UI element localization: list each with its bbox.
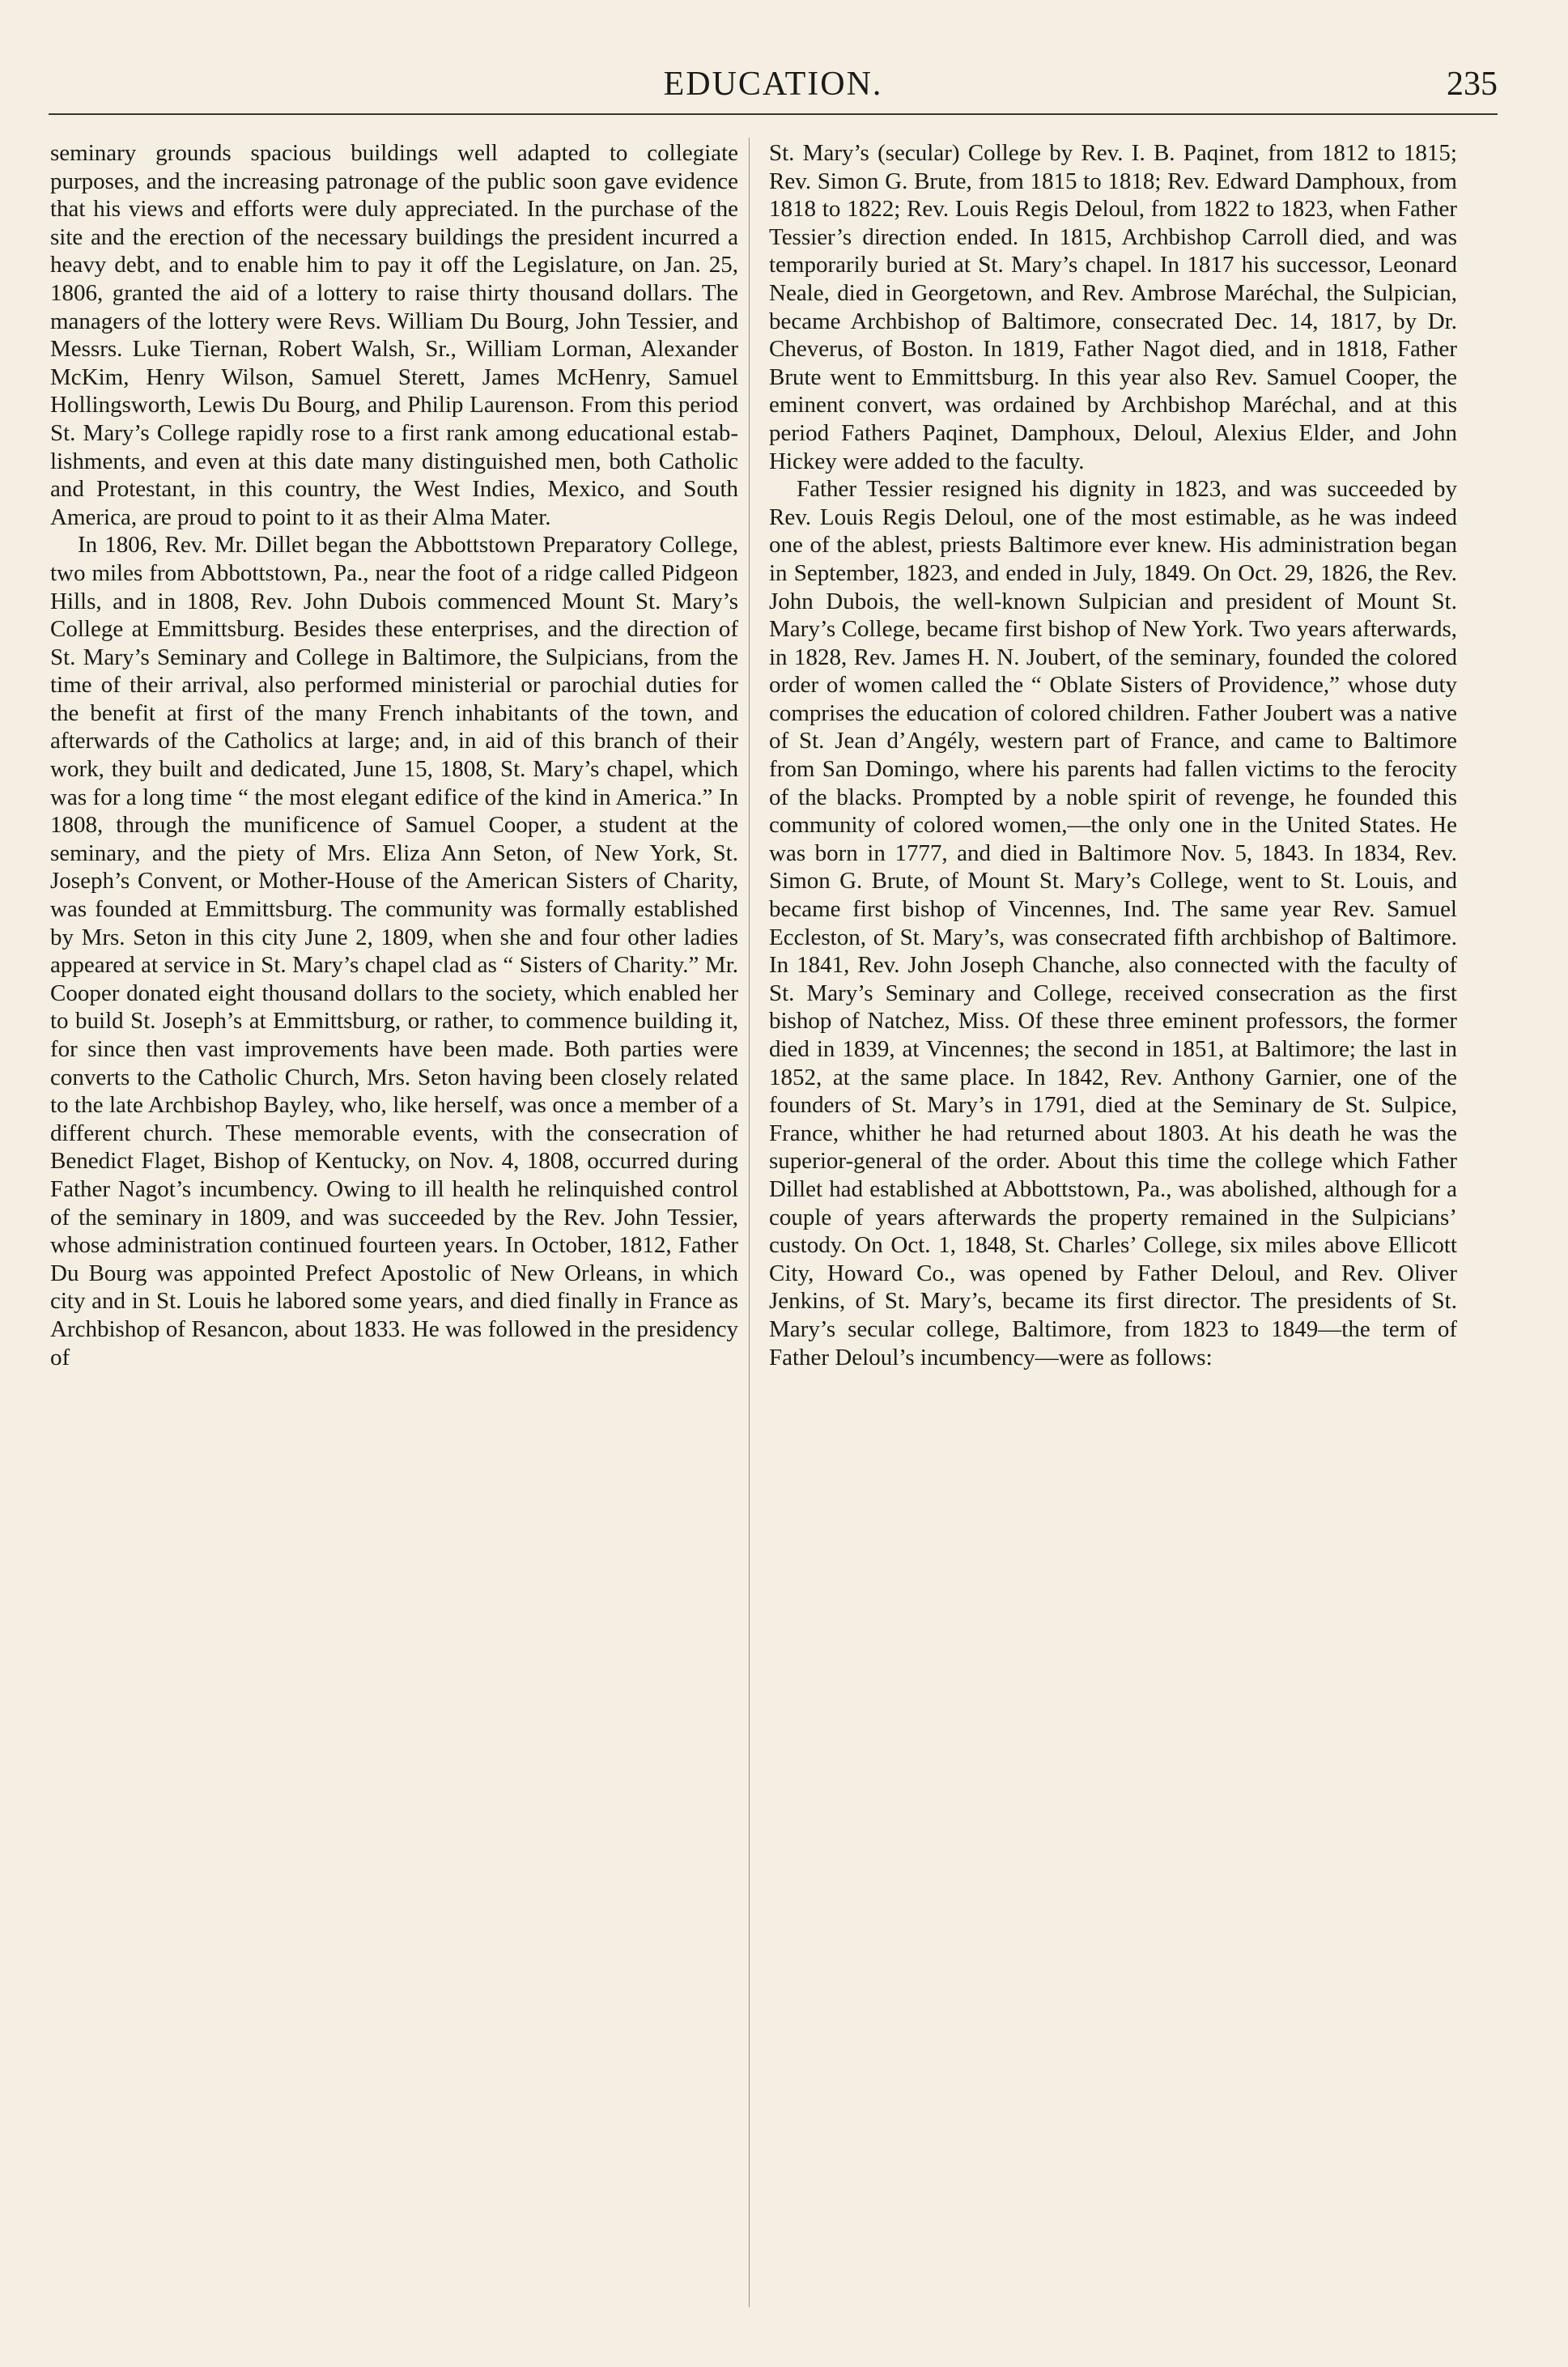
paragraph: Father Tessier resigned his dignity in 1823, and was succeeded by Rev. Louis Regis Deloul, one of the most estimable, as he was indeed one of the ablest, priests Baltimore ever knew. His administration began in September, 1823, and ended in July, 1849. On Oct. 29, 1826, the Rev. John Dubois, the well-known Sulpician and president of Mount St. Mary’s College, became first bishop of New York. Two years afterwards, in 1828, Rev. James H. N. Joubert, of the seminary, founded the colored order of women called the “ Oblate Sisters of Providence,” whose duty comprises the education of colored children. Father Joubert was a native of St. Jean d’Angély, western part of France, and came to Baltimore from San Domingo, where his parents had fallen victims to the ferocity of the blacks. Prompted by a noble spirit of revenge, he founded this community of colored women,—the only one in the United States. He was born in 1777, and died in Baltimore Nov. 5, 1843. In 1834, Rev. Simon G. Brute, of Mount St. Mary’s College, went to St. Louis, and became first bishop of Vincennes, Ind. The same year Rev. Samuel Eccleston, of St. Mary’s, was consecrated fifth archbishop of Baltimore. In 1841, Rev. John Joseph Chanche, also connected with the faculty of St. Mary’s Seminary and College, received consecration as the first bishop of Natchez, Miss. Of these three eminent professors, the former died in 1839, at Vincennes; the second in 1851, at Baltimore; the last in 1852, at the same place. In 1842, Rev. Anthony Garnier, one of the founders of St. Mary’s in 1791, died at the Seminary de St. Sulpice, France, whither he had returned about 1803. At his death he was the superior-general of the order. About this time the college which Father Dillet had established at Abbottstown, Pa., was abolished, although for a couple of years afterwards the property remained in the Sulpicians’ custody. On Oct. 1, 1848, St. Charles’ College, six miles above Ellicott City, Howard Co., was opened by Father Deloul, and Rev. Oliver Jenkins, of St. Mary’s, became its first director. The presidents of St. Mary’s secular college, Baltimore, from 1823 to 1849—the term of Father Deloul’s incumbency—were as follows: (769, 476, 1457, 1370)
paragraph: seminary grounds spacious buildings well adapted to collegiate purposes, and the increasing patronage of the public soon gave evidence that his views and efforts were duly appreciated. In the purchase of the site and the erection of the necessary buildings the president incurred a heavy debt, and to enable him to pay it off the Legislature, on Jan. 25, 1806, granted the aid of a lottery to raise thirty thousand dollars. The managers of the lottery were Revs. William Du Bourg, John Tessier, and Messrs. Luke Tiernan, Robert Walsh, Sr., William Lorman, Alexander McKim, Henry Wilson, Samuel Sterett, James McHenry, Samuel Hollingsworth, Lewis Du Bourg, and Philip Laurenson. From this period St. Mary’s College rapidly rose to a first rank among educational establishments, and even at this date many distinguished men, both Catholic and Protestant, in this country, the West Indies, Mexico, and South America, are proud to point to it as their Alma Mater. (50, 140, 738, 530)
paragraph: St. Mary’s (secular) College by Rev. I. B. Paqinet, from 1812 to 1815; Rev. Simon G. Brute, from 1815 to 1818; Rev. Edward Damphoux, from 1818 to 1822; Rev. Louis Regis Deloul, from 1822 to 1823, when Father Tessier’s direction ended. In 1815, Archbishop Carroll died, and was temporarily buried at St. Mary’s chapel. In 1817 his successor, Leonard Neale, died in Georgetown, and Rev. Ambrose Maréchal, the Sulpician, became Archbishop of Baltimore, consecrated Dec. 14, 1817, by Dr. Cheverus, of Boston. In 1819, Father Nagot died, and in 1818, Father Brute went to Emmittsburg. In this year also Rev. Samuel Cooper, the eminent convert, was ordained by Archbishop Maréchal, and at this period Fathers Paqinet, Damphoux, Deloul, Alexius Elder, and John Hickey were added to the faculty. (769, 140, 1457, 474)
page-title: EDUCATION. (663, 66, 883, 103)
page-number: 235 (1447, 66, 1498, 103)
right-column (769, 139, 1457, 2325)
left-column (50, 139, 738, 2325)
header-rule (49, 113, 1498, 115)
running-head (49, 65, 1498, 113)
paragraph: In 1806, Rev. Mr. Dillet began the Abbottstown Preparatory College, two miles from Abbottstown, Pa., near the foot of a ridge called Pidgeon Hills, and in 1808, Rev. John Dubois commenced Mount St. Mary’s College at Emmittsburg. Besides these enterprises, and the direction of St. Mary’s Seminary and College in Baltimore, the Sulpicians, from the time of their arrival, also performed ministerial or parochial duties for the benefit at first of the many French inhabitants of the town, and afterwards of the Catholics at large; and, in aid of this branch of their work, they built and dedicated, June 15, 1808, St. Mary’s chapel, which was for a long time “ the most elegant edifice of the kind in America.” In 1808, through the munificence of Samuel Cooper, a student at the seminary, and the piety of Mrs. Eliza Ann Seton, of New York, St. Joseph’s Convent, or Mother-House of the American Sisters of Charity, was founded at Emmittsburg. The community was formally established by Mrs. Seton in this city June 2, 1809, when she and four other ladies appeared at service in St. Mary’s chapel clad as “ Sisters of Charity.” Mr. Cooper donated eight thousand dollars to the society, which enabled her to build St. Joseph’s at Emmittsburg, or rather, to commence building it, for since then vast improvements have been made. Both parties were converts to the Catholic Church, Mrs. Seton having been closely related to the late Archbishop Bayley, who, like herself, was once a member of a different church. These memorable events, with the consecration of Benedict Flaget, Bishop of Kentucky, on Nov. 4, 1808, occurred during Father Nagot’s incumbency. Owing to ill health he relinquished control of the seminary in 1809, and was succeeded by the Rev. John Tessier, whose administration continued fourteen years. In October, 1812, Father Du Bourg was appointed Prefect Apostolic of New Orleans, in which city and in St. Louis he labored some years, and died finally in France as Archbishop of Resancon, about 1833. He was followed in the presidency of (50, 532, 738, 1370)
column-divider (749, 138, 750, 2307)
